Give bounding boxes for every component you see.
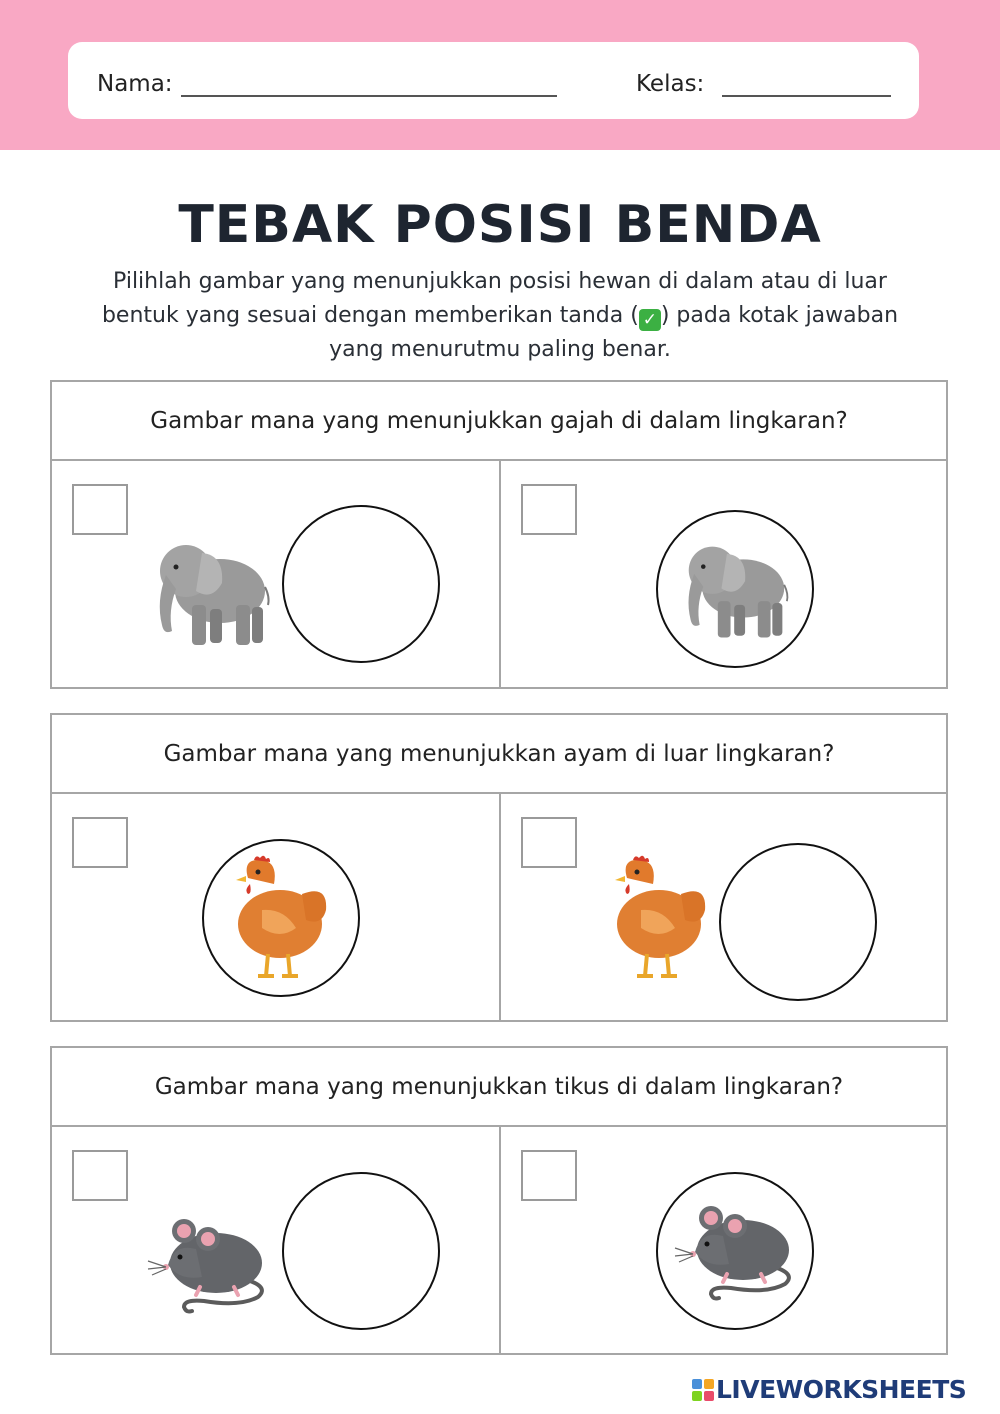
name-label: Nama:: [97, 71, 173, 97]
instructions-line-2-end: ) pada kotak jawaban: [660, 303, 899, 328]
liveworksheets-logo-icon: [692, 1379, 714, 1401]
answer-checkbox[interactable]: [72, 1150, 128, 1201]
mouse-icon: [671, 1202, 801, 1302]
answer-option-2b[interactable]: [501, 794, 948, 1022]
instructions-line-1: Pilihlah gambar yang menunjukkan posisi hewan di dalam atau di luar: [113, 269, 887, 294]
answer-option-3a[interactable]: [52, 1127, 501, 1355]
instructions-line-2-start: bentuk yang sesuai dengan memberikan tanda (: [101, 303, 639, 328]
name-field[interactable]: [181, 95, 557, 97]
answer-option-2a[interactable]: [52, 794, 501, 1022]
answer-option-3b[interactable]: [501, 1127, 948, 1355]
instructions-line-2: [50, 299, 950, 333]
answer-checkbox[interactable]: [521, 817, 577, 868]
answer-option-1a[interactable]: [52, 461, 501, 689]
elephant-icon: [676, 543, 796, 643]
liveworksheets-logo[interactable]: [692, 1374, 992, 1406]
answer-checkbox[interactable]: [72, 484, 128, 535]
header-band: [0, 0, 1000, 150]
answer-option-1b[interactable]: [501, 461, 948, 689]
checkmark-icon: ✓: [639, 309, 661, 331]
question-card-2: [50, 713, 948, 1022]
question-text: Gambar mana yang menunjukkan tikus di dalam lingkaran?: [52, 1048, 946, 1127]
circle-shape: [282, 505, 440, 663]
answer-checkbox[interactable]: [521, 1150, 577, 1201]
class-field[interactable]: [722, 95, 891, 97]
class-label: Kelas:: [636, 71, 705, 97]
elephant-icon: [152, 541, 272, 651]
page-title: TEBAK POSISI BENDA: [178, 195, 822, 255]
logo-text: LIVEWORKSHEETS: [716, 1375, 967, 1404]
chicken-icon: [232, 854, 332, 984]
instructions: [50, 265, 950, 367]
answer-checkbox[interactable]: [72, 817, 128, 868]
circle-shape: [719, 843, 877, 1001]
circle-shape: [282, 1172, 440, 1330]
student-info-card: [68, 42, 919, 119]
mouse-icon: [144, 1215, 274, 1315]
chicken-icon: [611, 854, 711, 984]
question-text: Gambar mana yang menunjukkan gajah di dalam lingkaran?: [52, 382, 946, 461]
answer-checkbox[interactable]: [521, 484, 577, 535]
instructions-line-3: yang menurutmu paling benar.: [329, 337, 671, 362]
question-card-3: [50, 1046, 948, 1355]
question-card-1: [50, 380, 948, 689]
question-text: Gambar mana yang menunjukkan ayam di luar lingkaran?: [52, 715, 946, 794]
